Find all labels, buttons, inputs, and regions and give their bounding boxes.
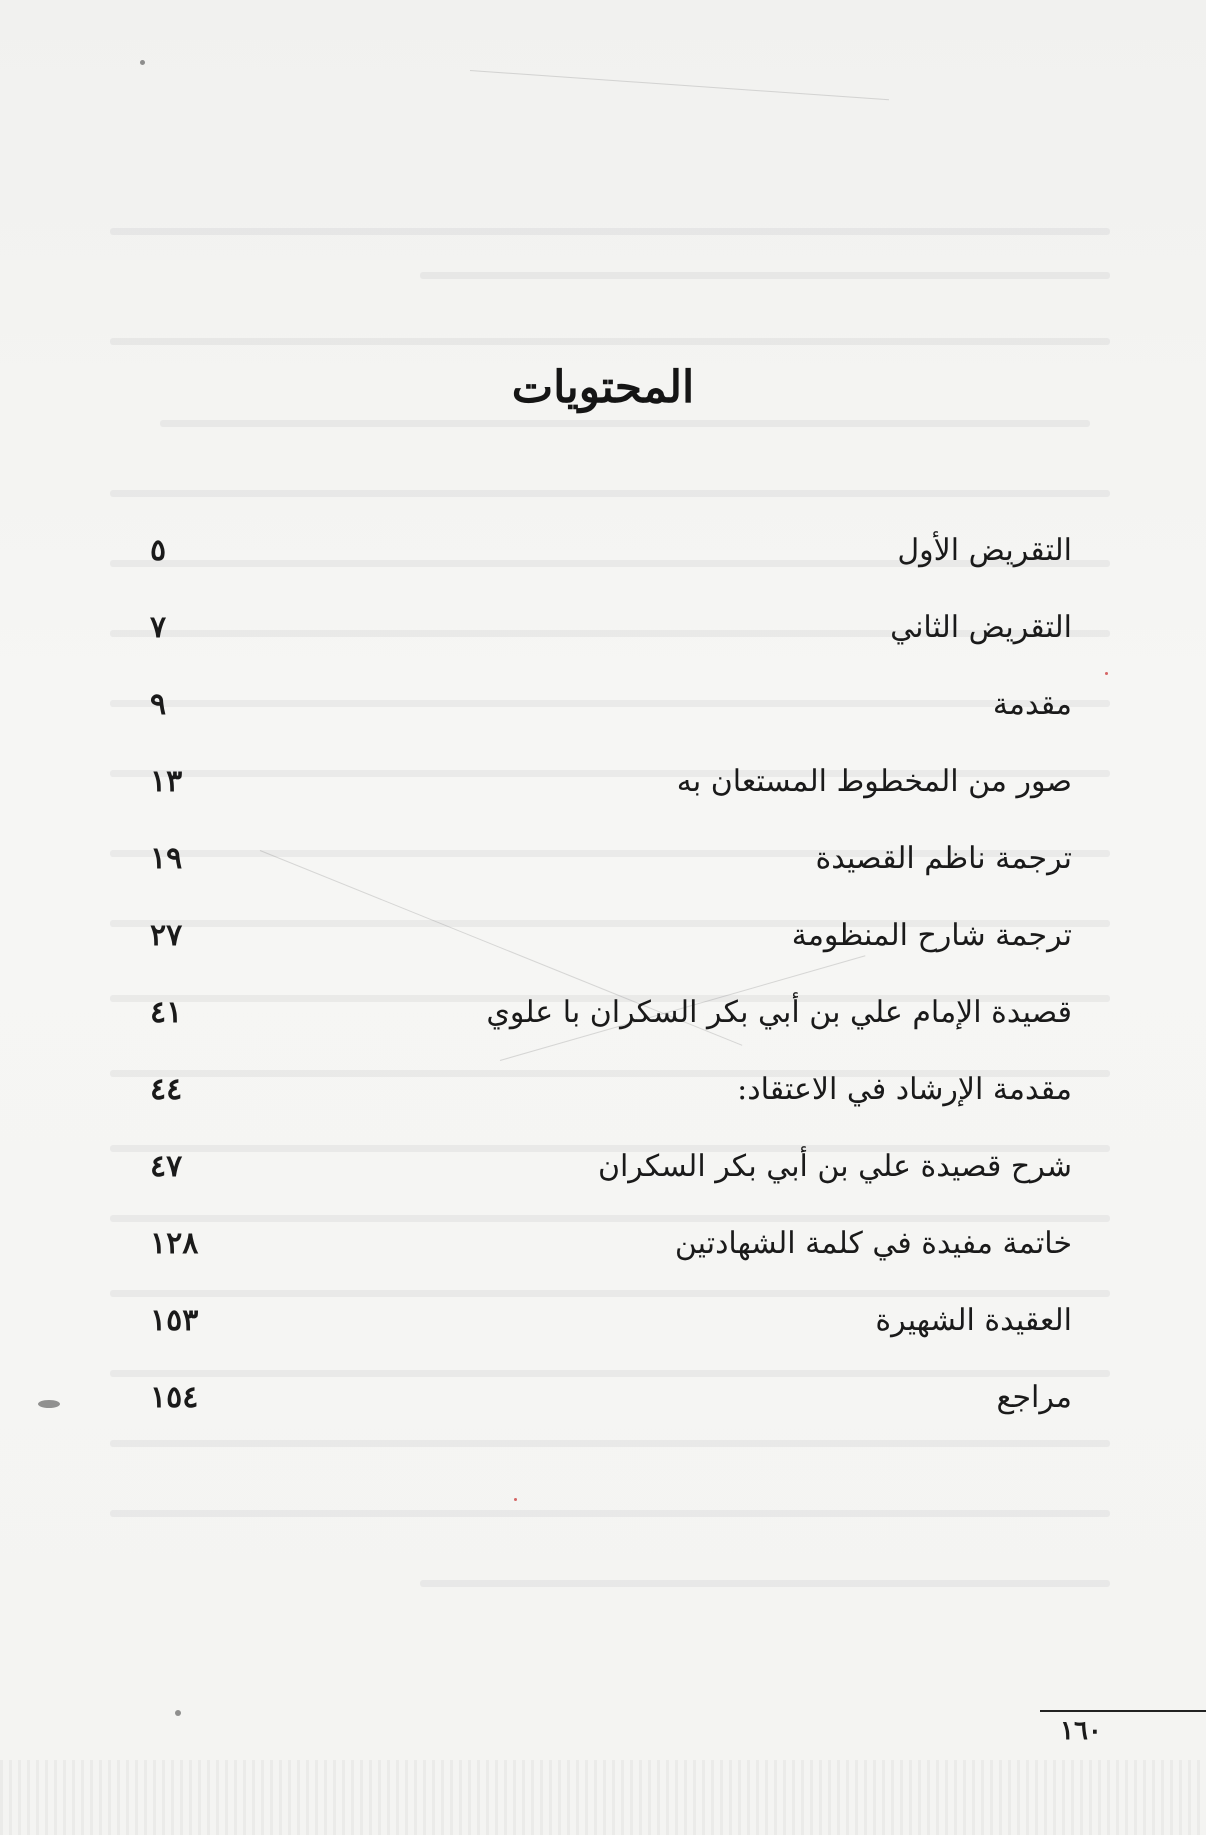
bleed-through-line: [420, 1580, 1110, 1587]
toc-entry-page-number: ٤١: [150, 995, 183, 1030]
toc-entry: [150, 1359, 1072, 1436]
toc-entry: [150, 589, 1072, 666]
toc-entry: [150, 897, 1072, 974]
toc-entry: [150, 1051, 1072, 1128]
bleed-through-line: [110, 1510, 1110, 1517]
toc-entry-title: خاتمة مفيدة في كلمة الشهادتين: [674, 1226, 1072, 1261]
toc-entry-page-number: ٩: [150, 687, 167, 722]
toc-entry-page-number: ٤٤: [150, 1072, 183, 1107]
toc-entry-page-number: ١٣: [150, 764, 183, 799]
toc-entry-title: مقدمة: [992, 687, 1072, 722]
toc-entry: [150, 666, 1072, 743]
bleed-through-line: [110, 1440, 1110, 1447]
toc-entry-page-number: ٧: [150, 610, 167, 645]
bleed-through-line: [420, 272, 1110, 279]
toc-entry-page-number: ١٥٣: [150, 1303, 199, 1338]
toc-entry-page-number: ١٥٤: [150, 1380, 199, 1415]
toc-entry-page-number: ١٩: [150, 841, 183, 876]
toc-entry-page-number: ٢٧: [150, 918, 183, 953]
bleed-through-line: [110, 228, 1110, 235]
toc-entry-title: شرح قصيدة علي بن أبي بكر السكران: [597, 1149, 1072, 1184]
bleed-through-line: [160, 420, 1090, 427]
toc-entry-title: التقريض الأول: [897, 533, 1072, 568]
toc-entry-title: مراجع: [996, 1380, 1072, 1415]
scan-speck: [140, 60, 145, 65]
scan-scratch: [470, 70, 889, 100]
toc-entry-title: العقيدة الشهيرة: [875, 1303, 1072, 1338]
toc-entry-page-number: ٤٧: [150, 1149, 183, 1184]
footer-rule: [1040, 1710, 1206, 1712]
toc-entry: [150, 820, 1072, 897]
toc-entry-title: قصيدة الإمام علي بن أبي بكر السكران با علوي: [486, 995, 1072, 1030]
toc-entry-title: ترجمة ناظم القصيدة: [815, 841, 1072, 876]
scan-speck: [1105, 672, 1108, 675]
scan-speck: [514, 1498, 517, 1501]
toc-entry: [150, 1128, 1072, 1205]
table-of-contents: [150, 512, 1072, 1436]
bleed-through-line: [110, 490, 1110, 497]
toc-entry-page-number: ١٢٨: [150, 1226, 199, 1261]
toc-entry: [150, 512, 1072, 589]
scan-speck: [38, 1400, 60, 1408]
toc-entry: [150, 974, 1072, 1051]
page-number: ١٦٠: [1060, 1716, 1102, 1746]
toc-entry-title: مقدمة الإرشاد في الاعتقاد:: [737, 1072, 1072, 1107]
toc-entry-title: ترجمة شارح المنظومة: [791, 918, 1072, 953]
toc-entry: [150, 743, 1072, 820]
toc-entry-title: التقريض الثاني: [890, 610, 1072, 645]
page-title: المحتويات: [511, 362, 695, 413]
toc-entry-title: صور من المخطوط المستعان به: [676, 764, 1072, 799]
toc-entry: [150, 1282, 1072, 1359]
toc-entry-page-number: ٥: [150, 533, 167, 568]
bleed-through-line: [110, 338, 1110, 345]
toc-entry: [150, 1205, 1072, 1282]
scan-noise: [0, 1760, 1206, 1835]
